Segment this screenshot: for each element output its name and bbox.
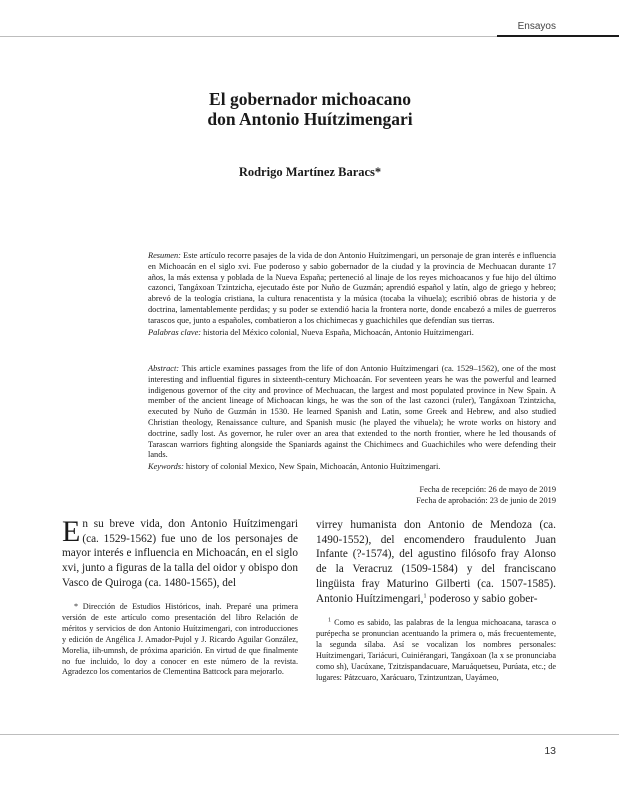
abstract-paragraph: [148, 364, 556, 461]
header-rule: [0, 36, 497, 37]
footnote-author: * Dirección de Estudios Históricos, inah. Preparé una primera versión de este artículo como presentación del libro Relación de méritos y servicios de don Antonio Huítzimengari, con introducciones y edición de Angélica J. Amador-Pujol y J. Ricardo Aguilar González, Morelia, iih-umnsh, de próxima aparición. En virtud de que finalmente no fue incluido, lo doy a conocer en este número de la revista. Agradezco los comentarios de Clementina Battcock para mejorarlo.: [62, 602, 298, 677]
author: [120, 165, 500, 180]
body-column-right: [316, 518, 556, 606]
abstract-block: [148, 364, 556, 473]
resumen-label: Resumen:: [148, 251, 181, 260]
title-line: El gobernador michoacano: [209, 89, 411, 109]
body-text-left: n su breve vida, don Antonio Huítzimengari (ca. 1529-1562) fue uno de los personajes de mayor interés e influencia en Michoacán, en el siglo xvi, junto a figuras de la talla del oidor y obispo don Vasco de Quiroga (ca. 1480-1565), del: [62, 518, 298, 589]
footnote-1: [316, 618, 556, 683]
abstract-keywords: [148, 462, 556, 473]
drop-cap: E: [62, 515, 81, 548]
body-column-left: [62, 517, 298, 591]
author-name: Rodrigo Martínez Baracs: [238, 165, 375, 179]
resumen-text: Este artículo recorre pasajes de la vida de don Antonio Huítzimengari, un personaje de gran interés e influencia en Michoacán en el siglo xvi. Fue poderoso y sabio gobernador de la ciudad y la provincia de Mechuacan durante 17 años, la más extensa y poblada de la Nueva España; perteneció al linaje de los reyes michoacanos y fue hijo del último cazonci, Tangáxoan Tzintzicha, ejecutado éste por Nuño de Guzmán; aprendió español y latín, algo de griego y hebreo; abrevó de la teología cristiana, la cultura renacentista y la música (tocaba la vihuela); escribió obras de historia y de doctrina, lamentablemente perdidas; y su poder se extendió hacia la frontera norte, donde encabezó a miles de guerreros tarascos que, junto a españoles, combatieron a los chichimecas y guachichiles que defendían sus tierras.: [148, 251, 556, 325]
footnote-1-text: Como es sabido, las palabras de la lengua michoacana, tarasca o purépecha se pronuncian acentuando la primera o, más frecuentemente, la segunda sílaba. Así se vocalizan los nombres personales: Huítzimengari, Tariácuri, Cuiniérangari, Tangáxoan (la x se pronunciaba como sh), Uacúxane, Tzitzispandacuare, Maruáquetseu, Purúata, etc.; de lugares: Pátzcuaro, Xarácuaro, Tzintzuntzan, Uayámeo,: [316, 618, 556, 682]
resumen-paragraph: [148, 251, 556, 327]
footnote-number: 1: [328, 617, 331, 624]
resumen-keywords-label: Palabras clave:: [148, 327, 202, 337]
article-dates: [300, 484, 556, 506]
body-text-right-end: poderoso y sabio gober-: [426, 592, 538, 605]
abstract-text: This article examines passages from the life of don Antonio Huítzimengari (ca. 1529–1562), one of the most interesting and influential figures in sixteenth-century Michoacán. For seventeen years he was the powerful and learned indigenous governor of the city and province of Mechuacan, the largest and most populated province in New Spain. A member of the ancient lineage of Michoacan kings, he was the son of the last cazonci (ruler), Tangáxoan Tzintzicha, executed by Nuño de Guzmán in 1530. He learned Spanish and Latin, some Greek and Hebrew, and also studied Christian theology, Renaissance culture, and Spanish music (he played the vihuela); he wrote works on history and doctrine, sadly lost. As governor, he ruler over an area that extended to the north frontier, where he led thousands of Tarascan warriors fighting alongside the Spaniards against the Chichimecs and Guachichiles who were defending their lands.: [148, 364, 556, 460]
abstract-keywords-text: history of colonial Mexico, New Spain, Michoacán, Antonio Huítzimengari.: [183, 462, 441, 472]
abstract-keywords-label: Keywords:: [148, 462, 184, 472]
article-title: [120, 89, 500, 129]
section-label: Ensayos: [517, 21, 556, 32]
footer-rule: [0, 734, 619, 735]
approved-date: Fecha de aprobación: 23 de junio de 2019: [416, 496, 556, 505]
received-date: Fecha de recepción: 26 de mayo de 2019: [419, 485, 556, 494]
resumen-keywords-text: historia del México colonial, Nueva España, Michoacán, Antonio Huítzimengari.: [201, 327, 474, 337]
resumen-keywords: [148, 328, 556, 339]
abstract-label: Abstract:: [148, 364, 180, 373]
author-footnote-mark: *: [374, 165, 382, 179]
header-rule-accent: [497, 35, 619, 37]
body-text-right: virrey humanista don Antonio de Mendoza (ca. 1490-1552), del encomendero fraudulento Juan Infante (?-1574), del agustino filósofo fray Alonso de la Veracruz (1509-1584) y del franciscano lingüista fray Maturino Gilberti (ca. 1507-1585). Antonio Huítzimengari,: [316, 519, 556, 605]
page-number: 13: [544, 745, 556, 757]
title-line: don Antonio Huítzimengari: [207, 109, 413, 129]
resumen-block: [148, 251, 556, 338]
footnote-ref-mark: 1: [423, 592, 427, 599]
